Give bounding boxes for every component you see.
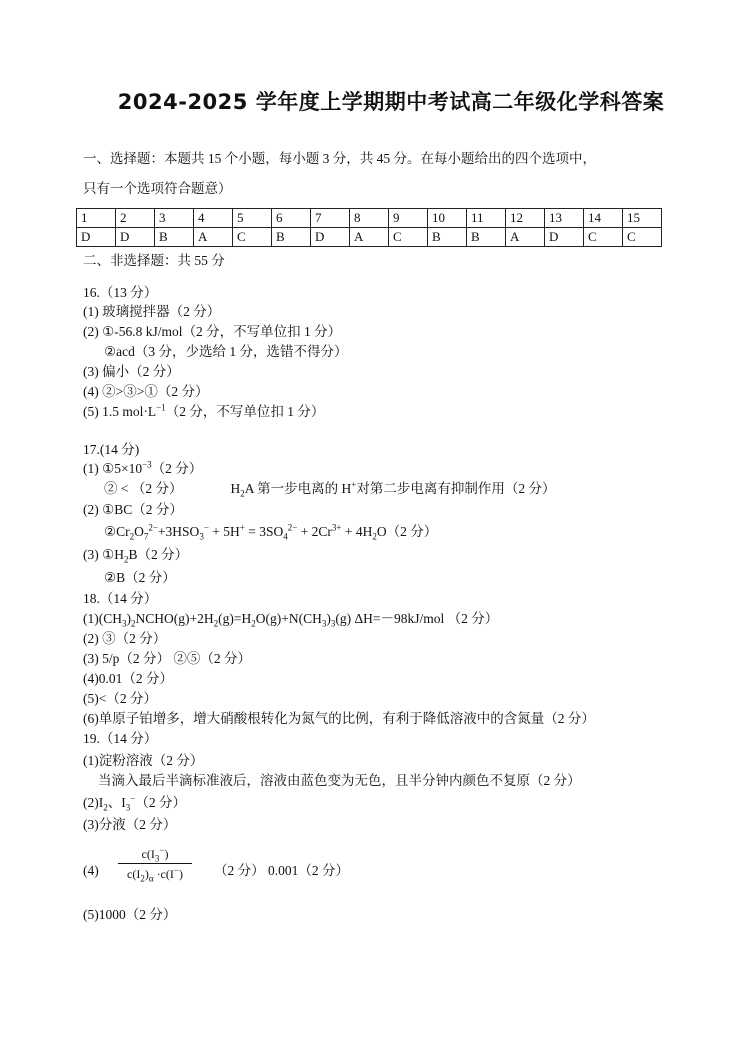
eq-part: + 5H bbox=[208, 524, 240, 539]
question-number-cell: 5 bbox=[233, 209, 272, 228]
answer-cell: D bbox=[545, 228, 584, 247]
q19-line3-sub2: 3 bbox=[125, 802, 131, 813]
eq-part: (g) ΔH=－98kJ/mol （2 分） bbox=[335, 611, 499, 626]
frac-sub: 2 bbox=[140, 873, 145, 884]
question-number-cell: 7 bbox=[311, 209, 350, 228]
question-number-cell: 9 bbox=[389, 209, 428, 228]
question-number-cell: 11 bbox=[467, 209, 506, 228]
question-number-cell: 2 bbox=[116, 209, 155, 228]
answer-table-number-row bbox=[77, 209, 662, 228]
q19-line6: (5)1000（2 分） bbox=[83, 907, 177, 922]
answer-cell: C bbox=[233, 228, 272, 247]
q19-header: 19.（14 分） bbox=[83, 731, 158, 746]
q17-line2-sub: 2 bbox=[240, 488, 245, 499]
page-title: 2024-2025 学年度上学期期中考试高二年级化学科答案 bbox=[117, 90, 665, 114]
eq-sub: 3 bbox=[330, 618, 336, 629]
eq-part: O(g)+N(CH bbox=[255, 611, 322, 626]
answer-cell: D bbox=[116, 228, 155, 247]
q16-line6 bbox=[83, 403, 324, 421]
q17-line5-sub: 2 bbox=[123, 554, 129, 565]
answer-table bbox=[76, 208, 662, 247]
eq-sub: 3 bbox=[122, 618, 127, 629]
q17-line2-mid: A 第一步电离的 H bbox=[244, 481, 352, 496]
question-number-cell: 3 bbox=[155, 209, 194, 228]
eq-sup: − bbox=[203, 522, 209, 533]
eq-sup: 3+ bbox=[331, 522, 342, 533]
q16-line1: (1) 玻璃搅拌器（2 分） bbox=[83, 304, 221, 319]
frac-sub: α bbox=[148, 873, 154, 884]
eq-sup: 2− bbox=[148, 522, 158, 533]
q17-header: 17.(14 分) bbox=[83, 442, 140, 457]
q19-line5-score: （2 分） 0.001（2 分） bbox=[214, 863, 349, 878]
question-number-cell: 1 bbox=[77, 209, 116, 228]
q17-line6: ②B（2 分） bbox=[104, 570, 176, 585]
frac-part: ·c(I bbox=[153, 867, 174, 881]
q17-line5-text: (3) ①H bbox=[83, 547, 124, 562]
q19-line4: (3)分液（2 分） bbox=[83, 817, 177, 832]
question-number-cell: 8 bbox=[350, 209, 389, 228]
answer-table-answer-row bbox=[77, 228, 662, 247]
q19-line2: 当滴入最后半滴标准液后，溶液由蓝色变为无色，且半分钟内颜色不复原（2 分） bbox=[98, 773, 581, 788]
q18-line3: (3) 5/p（2 分） ②⑤（2 分） bbox=[83, 651, 251, 666]
eq-sub: 2 bbox=[129, 531, 135, 542]
frac-part: c(I bbox=[141, 847, 155, 861]
question-number-cell: 4 bbox=[194, 209, 233, 228]
fraction-denominator bbox=[118, 866, 192, 882]
q17-line5-rest: B（2 分） bbox=[128, 547, 189, 562]
answer-cell: A bbox=[194, 228, 233, 247]
q17-line2-sup: + bbox=[351, 479, 357, 490]
eq-sub: 2 bbox=[372, 531, 377, 542]
q19-line5-label: (4) bbox=[83, 863, 99, 878]
q17-line4 bbox=[104, 523, 437, 541]
eq-sub: 4 bbox=[283, 531, 288, 542]
question-number-cell: 10 bbox=[428, 209, 467, 228]
q18-line1 bbox=[83, 610, 498, 628]
equilibrium-fraction bbox=[118, 846, 192, 882]
answer-cell: B bbox=[155, 228, 194, 247]
q16-line6-sup: −1 bbox=[156, 402, 166, 413]
question-number-cell: 13 bbox=[545, 209, 584, 228]
q18-line2: (2) ③（2 分） bbox=[83, 631, 167, 646]
question-number-cell: 6 bbox=[272, 209, 311, 228]
answer-cell: B bbox=[272, 228, 311, 247]
q18-line6: (6)单原子铂增多，增大硝酸根转化为氮气的比例，有利于降低溶液中的含氮量（2 分） bbox=[83, 711, 595, 726]
answer-cell: A bbox=[350, 228, 389, 247]
eq-sub: 2 bbox=[131, 618, 136, 629]
answer-cell: C bbox=[623, 228, 662, 247]
q17-line2 bbox=[104, 480, 555, 498]
frac-sup: − bbox=[159, 845, 165, 855]
q17-line1-rest: （2 分） bbox=[151, 461, 203, 476]
eq-part: ) bbox=[126, 611, 131, 626]
eq-part: ②Cr bbox=[104, 524, 130, 539]
eq-part: +3HSO bbox=[157, 524, 200, 539]
eq-part: ) bbox=[326, 611, 331, 626]
eq-part: O（2 分） bbox=[376, 524, 438, 539]
section2-heading: 二、非选择题：共 55 分 bbox=[83, 253, 225, 268]
eq-part: + 4H bbox=[341, 524, 373, 539]
q16-line4: (3) 偏小（2 分） bbox=[83, 364, 180, 379]
q18-header: 18.（14 分） bbox=[83, 591, 158, 606]
q19-line3-rest: （2 分） bbox=[135, 795, 186, 810]
q19-line1: (1)淀粉溶液（2 分） bbox=[83, 753, 204, 768]
frac-part: ) bbox=[164, 847, 169, 861]
q17-line1-sup: −3 bbox=[142, 459, 152, 470]
q16-line5: (4) ②>③>①（2 分） bbox=[83, 384, 209, 399]
answer-cell: B bbox=[467, 228, 506, 247]
eq-sub: 2 bbox=[213, 618, 219, 629]
eq-sub: 7 bbox=[143, 531, 149, 542]
frac-part: ) bbox=[144, 867, 149, 881]
eq-part: + 2Cr bbox=[297, 524, 332, 539]
q17-line1 bbox=[83, 460, 202, 478]
q19-line3-sub: 2 bbox=[103, 802, 108, 813]
frac-sub: 3 bbox=[154, 853, 160, 864]
q17-line2-rest: 对第二步电离有抑制作用（2 分） bbox=[356, 481, 556, 496]
q18-line5: (5)<（2 分） bbox=[83, 691, 157, 706]
section1-line2: 只有一个选项符合题意） bbox=[83, 181, 232, 196]
eq-sup: + bbox=[239, 522, 245, 533]
eq-sub: 3 bbox=[199, 531, 204, 542]
q16-line6-rest: （2 分，不写单位扣 1 分） bbox=[165, 404, 325, 419]
eq-sub: 2 bbox=[251, 618, 256, 629]
q17-line3: (2) ①BC（2 分） bbox=[83, 502, 183, 517]
frac-part: c(I bbox=[127, 867, 141, 881]
eq-part: (1)(CH bbox=[83, 611, 122, 626]
frac-sup: − bbox=[173, 865, 179, 875]
q19-line3-sup: − bbox=[130, 793, 136, 804]
question-number-cell: 14 bbox=[584, 209, 623, 228]
answer-cell: B bbox=[428, 228, 467, 247]
q16-line2: (2) ①-56.8 kJ/mol（2 分，不写单位扣 1 分） bbox=[83, 324, 342, 339]
eq-part: = 3SO bbox=[244, 524, 284, 539]
frac-part: ) bbox=[178, 867, 183, 881]
answer-cell: A bbox=[506, 228, 545, 247]
answer-cell: D bbox=[77, 228, 116, 247]
q16-line6-text: (5) 1.5 mol·L bbox=[83, 404, 157, 419]
q19-line3-mid: 、I bbox=[107, 795, 126, 810]
eq-part: O bbox=[134, 524, 144, 539]
question-number-cell: 12 bbox=[506, 209, 545, 228]
q16-header: 16.（13 分） bbox=[83, 285, 158, 300]
fraction-numerator bbox=[118, 846, 192, 862]
q17-line2-h: H bbox=[230, 481, 241, 496]
q16-line3: ②acd（3 分，少选给 1 分，选错不得分） bbox=[104, 344, 348, 359]
eq-part: NCHO(g)+2H bbox=[135, 611, 214, 626]
q19-line3 bbox=[83, 794, 186, 812]
q18-line4: (4)0.01（2 分） bbox=[83, 671, 173, 686]
q17-line2-text: ② < （2 分） bbox=[104, 481, 183, 496]
q17-line5 bbox=[83, 546, 188, 564]
eq-part: (g)=H bbox=[218, 611, 252, 626]
q17-line1-text: (1) ①5×10 bbox=[83, 461, 143, 476]
eq-sub: 3 bbox=[321, 618, 327, 629]
eq-sup: 2− bbox=[287, 522, 298, 533]
answer-cell: C bbox=[389, 228, 428, 247]
answer-cell: D bbox=[311, 228, 350, 247]
q19-line3-text: (2)I bbox=[83, 795, 104, 810]
answer-cell: C bbox=[584, 228, 623, 247]
section1-line1: 一、选择题：本题共 15 个小题，每小题 3 分，共 45 分。在每小题给出的四个选项中， bbox=[83, 151, 596, 166]
question-number-cell: 15 bbox=[623, 209, 662, 228]
